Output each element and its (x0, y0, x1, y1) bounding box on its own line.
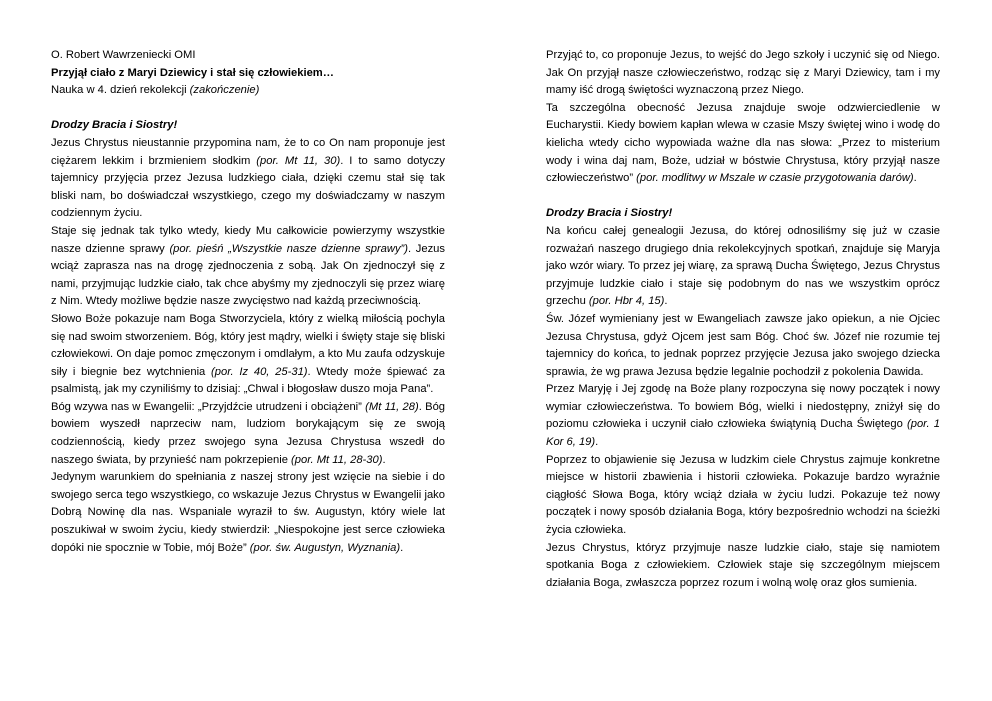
scripture-reference: (por. Mt 11, 28-30) (291, 453, 383, 466)
scripture-reference: (por. Iz 40, 25-31) (211, 365, 308, 378)
paragraph (546, 381, 940, 451)
text-run: . I to samo dotyczy tajemnicy przyjęcia przez Jezusa ludzkiego ciała, dzięki czemu stał się tak bliski nam, bo doświadczał wszystkiego, czego my doświadczamy w naszym codziennym życiu. (51, 154, 445, 220)
scripture-reference: (Mt 11, 28) (365, 400, 419, 413)
subtitle-note: (zakończenie) (189, 84, 260, 97)
paragraph (51, 311, 445, 399)
paragraph: Jezus Chrystus, któryz przyjmuje nasze ludzkie ciało, staje się namiotem spotkania Boga z człowiekiem. Człowiek staje się szczególnym miejscem działania Boga, zwłaszcza poprzez rozum i wolną wolę oraz głos sumienia. (546, 541, 940, 589)
author-line: O. Robert Wawrzeniecki OMI (51, 49, 196, 61)
greeting-heading: Drodzy Bracia i Siostry! (546, 207, 673, 220)
text-run: Staje się jednak tak tylko wtedy, kiedy Mu całkowicie powierzymy wszystkie nasze dzienne sprawy (51, 224, 445, 255)
greeting-heading: Drodzy Bracia i Siostry! (51, 119, 178, 132)
text-run: . Wtedy może śpiewać za psalmistą, jak my czyniliśmy to dzisiaj: „Chwal i błogosław duszo moja Pana”. (51, 365, 445, 396)
left-column (51, 47, 445, 557)
text-run: Jedynym warunkiem do spełniania z naszej strony jest wzięcie na siebie i do swojego serca tego wszystkiego, co wskazuje Jezus Chrystus w Ewangelii jako Dobrą Nowinę dla nas. Wspaniale wyraził to św. Augustyn, który wiele lat poszukiwał w swoim życiu, kiedy stwierdził: „Niespokojne jest serce człowieka dopóki nie spocznie w Tobie, mój Boże” (51, 471, 445, 554)
paragraph (51, 399, 445, 469)
document-title: Przyjął ciało z Maryi Dziewicy i stał się człowiekiem… (51, 66, 334, 79)
text-run: . (913, 172, 917, 185)
text-run: Jezus Chrystus nieustannie przypomina nam, że to co On nam proponuje jest ciężarem lekkim i brzmieniem słodkim (51, 136, 445, 167)
paragraph: Poprzez to objawienie się Jezusa w ludzkim ciele Chrystus zajmuje konkretne miejsce w historii zbawienia i historii człowieka. Pokazuje bardzo wyraźnie ciągłość Słowa Boga, który wciąż działa w życiu ludzi. Pokazuje też nowy początek i nowy sposób działania Boga, który bezpośrednio wchodzi na ścieżki życia człowieka. (546, 453, 940, 537)
text-run: . (595, 436, 599, 449)
scripture-reference: (por. Hbr 4, 15) (588, 295, 665, 308)
spacer (51, 100, 445, 118)
paragraph (546, 223, 940, 311)
paragraph: Przyjąć to, co proponuje Jezus, to wejść do Jego szkoły i uczynić się od Niego. Jak On przyjął nasze człowieczeństwo, rodząc się z Maryi Dziewicy, tam i my mamy iść drogą świętości wyznaczoną przez Niego. (546, 49, 940, 97)
right-column (546, 47, 940, 592)
spacer (546, 188, 940, 206)
document-subtitle (51, 82, 445, 100)
text-run: . (400, 541, 404, 554)
text-run: . (664, 295, 668, 308)
paragraph (51, 469, 445, 557)
text-run: . (382, 453, 386, 466)
text-run: Ta szczególna obecność Jezusa znajduje swoje odzwierciedlenie w Eucharystii. Kiedy bowiem kapłan wlewa w czasie Mszy świętej wino i wodę do kielicha wtedy cicho wypowiada ważne dla nas słowa: „Przez to misterium wody i wina daj nam, Boże, udział w bóstwie Chrystusa, który przyjął nasze człowieczeństwo” (546, 101, 940, 185)
scripture-reference: (por. pieśń „Wszystkie nasze dzienne sprawy”) (169, 242, 409, 255)
subtitle-text: Nauka w 4. dzień rekolekcji (51, 84, 190, 97)
scripture-reference: (por. św. Augustyn, Wyznania) (249, 541, 401, 554)
scripture-reference: (por. modlitwy w Mszale w czasie przygotowania darów) (636, 172, 914, 185)
paragraph (51, 135, 445, 223)
text-run: Przez Maryję i Jej zgodę na Boże plany rozpoczyna się nowy początek i nowy wymiar człowieczeństwa. To bowiem Bóg, wielki i niedostępny, zniżył się do poziomu człowieka i uczynił ciało człowieka świątynią Ducha Świętego (546, 383, 940, 431)
scripture-reference: (por. 1 Kor 6, 19) (546, 418, 940, 449)
text-run: . Bóg bowiem wyszedł naprzeciw nam, ludziom borykającym się ze swoją codziennością, kiedy przez swojego syna Jezusa Chrystusa wszedł do naszego świata, by przynieść nam pokrzepienie (51, 400, 446, 466)
paragraph: Św. Józef wymieniany jest w Ewangeliach zawsze jako opiekun, a nie Ojciec Jezusa Chrystusa, gdyż Ojcem jest sam Bóg. Choć św. Józef nie rozumie tej tajemnicy do końca, to jednak poprzez przyjęcie Jezusa jako swojego dziecka sprawia, że wg prawa Jezusa będzie legalnie pochodził z pokolenia Dawida. (546, 312, 940, 378)
text-run: Bóg wzywa nas w Ewangelii: „Przyjdźcie utrudzeni i obciążeni” (51, 400, 366, 413)
text-run: Na końcu całej genealogii Jezusa, do której odnosiliśmy się już w czasie rozważań naszego drugiego dnia rekolekcyjnych spotkań, znajduje się Maryja jako wzór wiary. To przez jej wiarę, za sprawą Ducha Świętego, Jezus Chrystus przyjmuje ludzkie ciało i staje się podobnym do nas we wszystkim oprócz grzechu (546, 224, 940, 308)
paragraph (546, 100, 940, 188)
paragraph (51, 223, 445, 311)
text-run: . Jezus wciąż zaprasza nas na drogę zjednoczenia z sobą. Jak On zjednoczył się z nami, przyjmując ludzkie ciało, tak chce abyśmy my zjednoczyli się przez wiarę z Nim. Wtedy możliwe będzie nasze zwycięstwo nad każdą przeciwnością. (51, 242, 445, 308)
text-run: Słowo Boże pokazuje nam Boga Stworzyciela, który z wielką miłością pochyla się nad swoim stworzeniem. Bóg, który jest mądry, wielki i święty staje się bliski człowiekowi. On daje pomoc zmęczonym i omdlałym, a kto Mu zaufa odzyskuje siły i biegnie bez wytchnienia (51, 312, 445, 378)
scripture-reference: (por. Mt 11, 30) (256, 154, 341, 167)
